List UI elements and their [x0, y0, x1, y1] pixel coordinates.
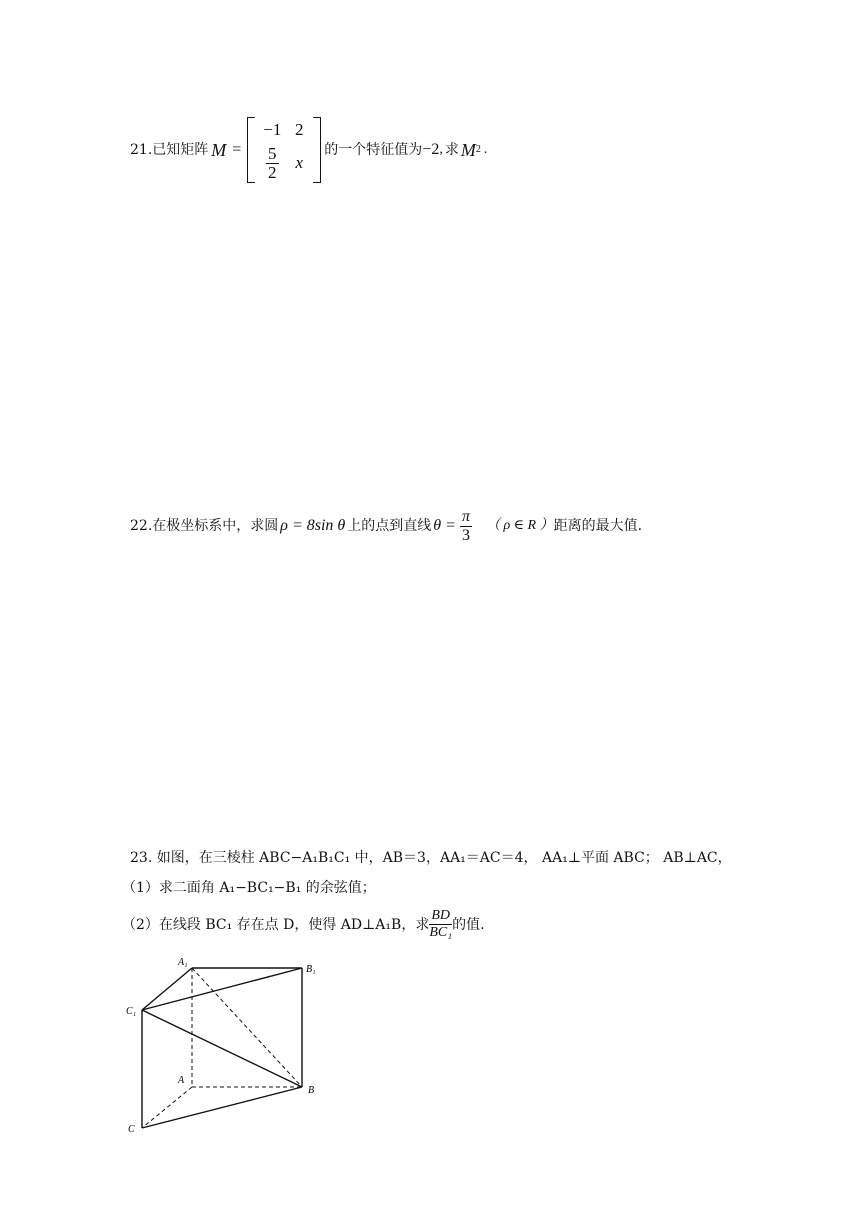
label-a: A [178, 1075, 185, 1086]
matrix-entry-21 [266, 145, 279, 182]
q22-prefix: 22.在极坐标系中，求圆 [130, 518, 279, 534]
q21-eigenvalue: −2 [422, 141, 440, 158]
q21-equals: = [232, 141, 242, 158]
q22-line-fraction [460, 508, 472, 545]
q23-part-1: （1）求二面角 A₁−BC₁−B₁ 的余弦值； [122, 880, 376, 896]
q21-power: 2 [475, 144, 481, 155]
q23-ratio-denominator: BC₁ [429, 925, 453, 940]
question-22 [130, 503, 642, 549]
q22-mid-text: 上的点到直线 [347, 518, 432, 534]
q23-ratio-numerator: BD [431, 908, 451, 923]
edge-c-b [142, 1087, 302, 1128]
hidden-segment-a1-b [192, 968, 302, 1087]
label-a1: A₁ [178, 957, 188, 968]
q21-target-matrix: M [460, 140, 476, 160]
q21-ask: 求 [444, 142, 459, 158]
matrix [257, 117, 311, 183]
q21-period: . [483, 142, 488, 157]
segment-c1-b [142, 1010, 302, 1087]
matrix-entry-11: −1 [263, 120, 282, 139]
q23-part-2-prefix: （2）在线段 BC₁ 存在点 D，使得 AD⊥A₁B，求 [122, 916, 430, 933]
matrix-entry-21-denominator: 2 [268, 162, 277, 182]
q23-ratio [429, 908, 452, 941]
q22-line-numerator: π [461, 507, 470, 525]
q22-line-lhs: θ = [433, 517, 456, 534]
q23-part-2-suffix: 的值. [452, 916, 485, 933]
q21-prefix: 21.已知矩阵 [130, 142, 209, 158]
matrix-left-bracket [247, 117, 255, 183]
matrix-entry-21-numerator: 5 [268, 143, 277, 163]
q22-condition: （ ρ ∈ R ） [485, 518, 554, 533]
q22-circle-equation: ρ = 8sin θ [280, 517, 346, 534]
label-c1: C₁ [126, 1006, 137, 1017]
q21-mid-text: 的一个特征值为 [324, 142, 423, 158]
matrix-right-bracket [313, 117, 321, 183]
q22-line-denominator: 3 [461, 526, 470, 544]
q23-part-2 [122, 908, 485, 941]
question-21 [130, 120, 487, 180]
q22-suffix: 距离的最大值. [553, 518, 643, 534]
matrix-entry-12: 2 [295, 120, 304, 139]
q21-comma: , [439, 142, 443, 157]
prism-figure [120, 950, 350, 1150]
label-b: B [308, 1085, 315, 1096]
q21-matrix-name: M [211, 140, 227, 160]
q23-statement: 23. 如图，在三棱柱 ABC−A₁B₁C₁ 中，AB＝3，AA₁＝AC＝4， AA₁⊥平面 ABC； AB⊥AC， [130, 850, 732, 866]
label-c: C [128, 1124, 135, 1135]
matrix-entry-22: x [295, 153, 304, 172]
label-b1: B₁ [306, 964, 316, 975]
